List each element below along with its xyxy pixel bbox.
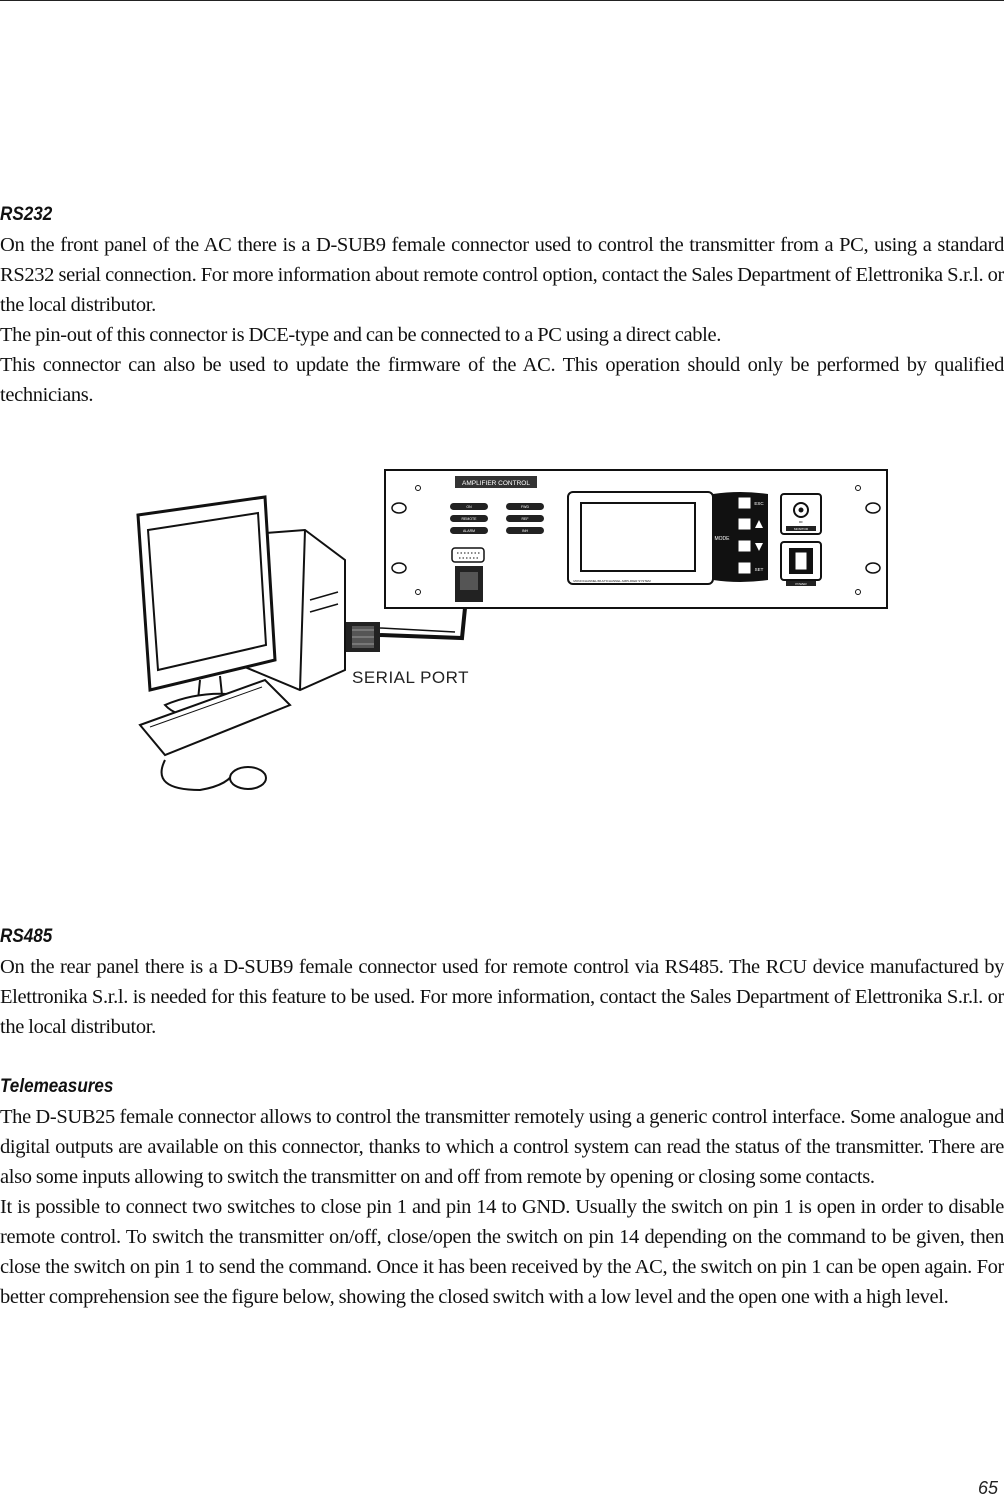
rs232-paragraph-1: On the front panel of the AC there is a D-SUB9 female connector used to control the transmitter from a PC, using a standard RS232 serial connection. For more information about remote control option, contact the Sales Department of Elettronika S.r.l. or the local distributor. [0,234,1004,316]
mode-label: MODE [714,536,730,542]
rs485-section [0,922,1004,1312]
telemeasures-paragraph-1: The D-SUB25 female connector allows to control the transmitter remotely using a generic control interface. Some analogue and digital outputs are available on this connector, thanks to which a control system can read the status of the transmitter. There are also some inputs allowing to switch the transmitter on and off from remote by opening or closing some contacts. [0,1106,1004,1188]
panel-subtitle: MONOCHANNEL/MULTICHANNEL AMPLIFIER SYSTEM [573,579,651,583]
rs485-heading: RS485 [0,926,53,947]
rs232-heading: RS232 [0,204,53,225]
rs232-section [0,200,1004,410]
telemeasures-paragraph-2: It is possible to connect two switches to close pin 1 and pin 14 to GND. Usually the switch on pin 1 is open in order to disable remote control. To switch the transmitter on/off, close/open the switch on pin 14 depending on the command to be given, then close the switch on pin 1 to send the command. Once it has been received by the AC, the switch on pin 1 can be open again. For better comprehension see the figure below, showing the closed switch with a low level and the open one with a high level. [0,1196,1004,1308]
panel-title: AMPLIFIER CONTROL [462,480,530,487]
pc-serial-plug [346,622,380,652]
led-label-ref: REF [521,517,529,521]
serial-port-label: SERIAL PORT [352,668,469,687]
rs485-paragraph-1: On the rear panel there is a D-SUB9 female connector used for remote control via RS485. The RCU device manufactured by Elettronika S.r.l. is needed for this feature to be used. For more information, contact the Sales Department of Elettronika S.r.l. or the local distributor. [0,956,1004,1038]
led-label-alarm: ALARM [462,529,476,533]
led-label-remote: REMOTE [461,517,477,521]
page-number: 65 [977,1478,998,1498]
top-rule [0,0,1004,1]
power-label: POWER [795,582,807,586]
esc-label: ESC [754,501,764,506]
amplifier-control-panel [385,470,887,608]
serial-connection-figure [130,466,890,796]
rf-label: RF [799,520,803,524]
telemeasures-heading: Telemeasures [0,1076,114,1097]
computer-illustration [138,497,345,790]
led-label-on: ON [466,505,472,509]
rs232-paragraph-2: The pin-out of this connector is DCE-type and can be connected to a PC using a direct cable. [0,324,721,346]
rf-monitor-label: MONITOR [793,527,809,531]
set-label: SET [754,567,764,572]
panel-db9-connector [452,548,484,562]
rs232-paragraph-3: This connector can also be used to update the firmware of the AC. This operation should only be performed by qualified technicians. [0,354,1004,406]
led-label-fwd: FWD [521,505,529,509]
led-label-inh: INH [521,529,529,533]
